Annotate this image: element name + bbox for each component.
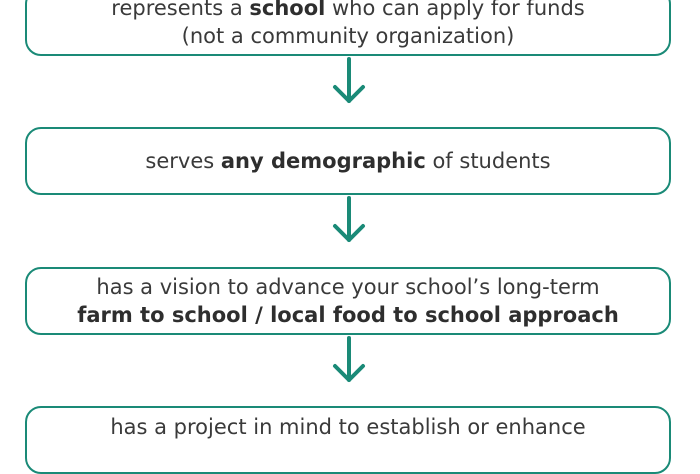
criterion-subtext: farm to school / local food to school approach <box>77 303 619 327</box>
criterion-box-school <box>25 0 671 56</box>
criterion-text: represents a school who can apply for funds <box>111 0 585 20</box>
criterion-box-vision <box>25 267 671 335</box>
criterion-text: serves any demographic of students <box>145 149 551 173</box>
arrow-down-icon <box>331 196 367 244</box>
criterion-box-project <box>25 406 671 474</box>
criterion-box-demographic <box>25 127 671 195</box>
criterion-text: has a vision to advance your school’s long-term <box>96 275 600 299</box>
criterion-subtext: (not a community organization) <box>181 24 515 48</box>
arrow-down-icon <box>331 57 367 105</box>
criterion-text: has a project in mind to establish or enhance <box>110 415 586 439</box>
arrow-down-icon <box>331 336 367 384</box>
